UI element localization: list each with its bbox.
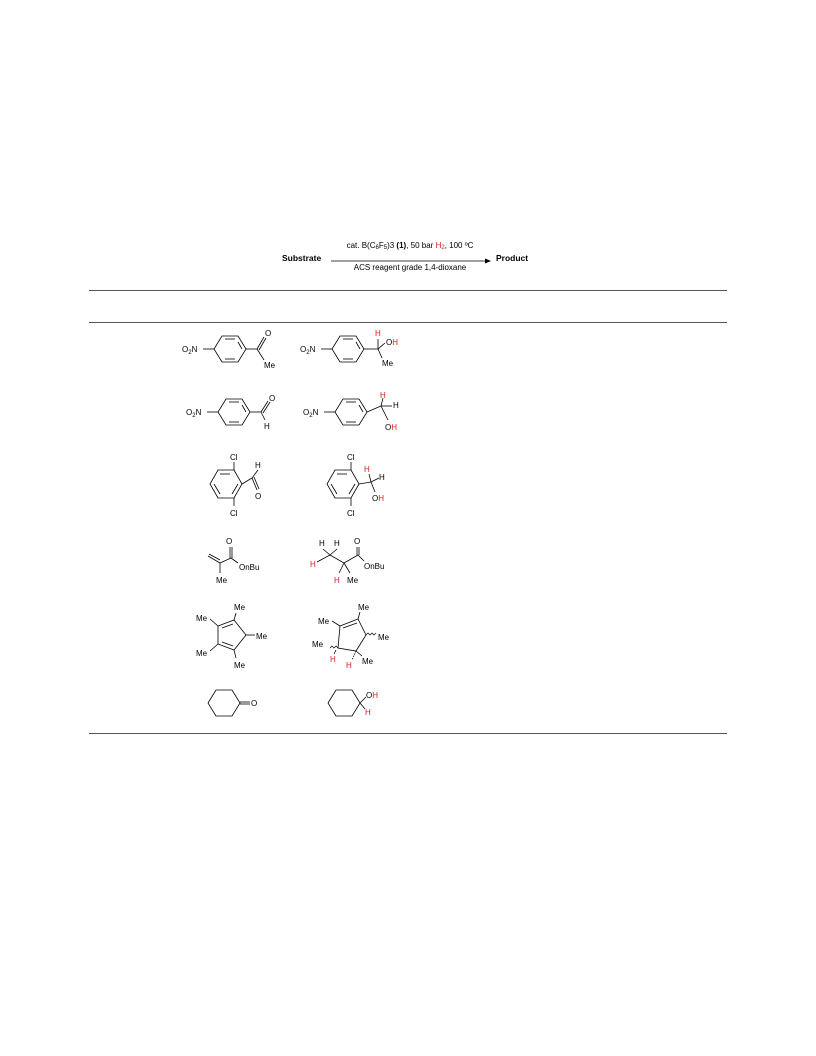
substrate-butyl-methacrylate: [196, 533, 276, 589]
svg-text:H: H: [346, 661, 352, 670]
svg-text:H: H: [319, 539, 325, 548]
reaction-conditions-bottom: ACS reagent grade 1,4-dioxane: [353, 263, 467, 272]
svg-text:O: O: [354, 537, 361, 546]
svg-text:O: O: [255, 492, 262, 501]
svg-text:H: H: [364, 465, 370, 474]
product-cyclohexanol: [320, 682, 390, 726]
svg-text:H: H: [255, 461, 261, 470]
reaction-conditions-top: cat. $B(C_6F_5)3$ (1), 50 bar $H_2$, 100 ºC: [346, 241, 474, 251]
svg-text:Cl: Cl: [347, 453, 355, 462]
svg-text:OH: OH: [386, 338, 399, 347]
substrate-cyclohexanone: [200, 682, 270, 726]
svg-text:O2N: $O_2N$: [300, 345, 316, 356]
svg-text:H: H: [334, 539, 340, 548]
table-top-rule: [89, 290, 727, 291]
svg-text:O: O: [269, 394, 276, 403]
svg-text:H: H: [264, 422, 270, 431]
svg-text:Me: Me: [234, 603, 246, 612]
svg-text:O2N: $O_2N$: [186, 408, 202, 419]
svg-text:Me: Me: [312, 640, 324, 649]
product-dichlorobenzylalcohol: [313, 450, 403, 520]
svg-text:OnBu: OnBu: [239, 563, 260, 572]
svg-text:O2N: $O_2N$: [182, 345, 198, 356]
svg-text:Me: Me: [234, 661, 246, 670]
svg-text:Me: Me: [358, 603, 370, 612]
product-nitrobenzylalcohol: [298, 390, 408, 436]
svg-text:Me: Me: [362, 657, 374, 666]
svg-text:H: H: [375, 329, 381, 338]
svg-text:Cl: Cl: [230, 509, 238, 518]
svg-text:OH: OH: [385, 423, 398, 432]
svg-text:H: H: [330, 655, 336, 664]
svg-text:Me: Me: [378, 633, 390, 642]
substrate-label: Substrate: [282, 253, 322, 263]
substrate-hexamethylcyclopentadiene: [192, 600, 282, 670]
table-bottom-rule: [89, 733, 727, 734]
svg-text:Me: Me: [318, 617, 330, 626]
catalyst-number: (1): [396, 241, 407, 250]
reaction-scheme: [0, 236, 816, 280]
svg-text:H: H: [310, 560, 316, 569]
svg-text:Me: Me: [382, 359, 394, 368]
svg-text:H: H: [380, 391, 386, 400]
svg-text:Me: Me: [264, 361, 276, 370]
svg-text:H: H: [379, 473, 385, 482]
svg-text:Me: Me: [347, 576, 359, 585]
product-hexamethylcyclopentene: [308, 600, 398, 672]
substrate-dichlorobenzaldehyde: [196, 450, 276, 520]
substrate-nitroacetophenone: [180, 326, 290, 372]
svg-text:H: H: [393, 401, 399, 410]
svg-text:O: O: [251, 699, 258, 708]
substrate-nitrobenzaldehyde: [184, 393, 284, 439]
svg-text:O2N: $O_2N$: [303, 408, 319, 419]
svg-text:Me: Me: [256, 632, 268, 641]
product-butyl-isobutyrate: [306, 533, 406, 589]
hydrogen-highlight: H: [435, 241, 442, 250]
svg-text:Me: Me: [196, 649, 208, 658]
svg-text:Cl: Cl: [230, 453, 238, 462]
svg-text:O: O: [226, 537, 233, 546]
svg-text:Cl: Cl: [347, 509, 355, 518]
svg-text:Me: Me: [196, 614, 208, 623]
svg-text:Me: Me: [216, 576, 228, 585]
svg-text:OH: OH: [366, 691, 379, 700]
product-nitrophenylethanol: [298, 326, 408, 372]
table-header-rule: [89, 322, 727, 323]
svg-text:H: H: [334, 576, 340, 585]
product-label: Product: [496, 253, 529, 263]
svg-text:H: H: [365, 708, 371, 717]
svg-text:OH: OH: [372, 494, 385, 503]
svg-text:O: O: [265, 329, 272, 338]
svg-text:OnBu: OnBu: [364, 562, 385, 571]
